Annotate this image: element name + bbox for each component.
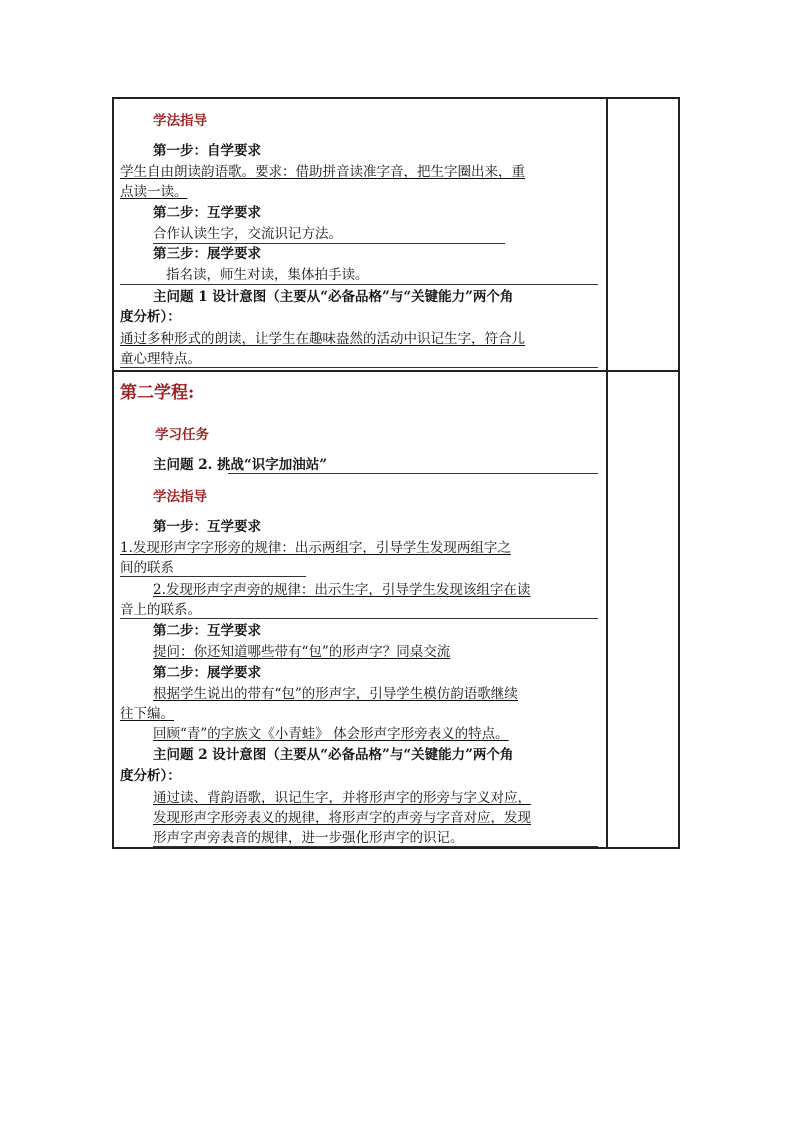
underline-rule — [120, 284, 598, 285]
section2-step1-item2b: 音上的联系。 — [120, 602, 201, 618]
section2-heading: 学法指导 — [153, 489, 207, 505]
section2-step1-item1a: 1.发现形声字字形旁的规律：出示两组字，引导学生发现两组字之 — [120, 540, 511, 556]
section2-intent-line1: 通过读、背韵语歌，识记生字，并将形声字的形旁与字义对应， — [153, 790, 531, 806]
section2-step3-title: 第二步：展学要求 — [153, 665, 261, 681]
underline-rule — [120, 367, 598, 368]
section1-step1-line2: 点读一读。 — [120, 184, 188, 200]
underline-rule — [120, 576, 306, 577]
section2-intent-line2: 发现形声字形旁表义的规律，将形声字的声旁与字音对应，发现 — [153, 810, 531, 826]
underline-rule — [228, 473, 598, 474]
section2-step3-line2: 回顾“青”的字族文《小青蛙》 体会形声字形旁表义的特点。 — [153, 726, 509, 742]
section1-step3-line1: 指名读，师生对读，集体拍手读。 — [166, 267, 369, 283]
section2-step2-title: 第二步：互学要求 — [153, 623, 261, 639]
section1-step1-line1: 学生自由朗读韵语歌。要求：借助拼音读准字音，把生字圈出来，重 — [120, 164, 525, 180]
underline-rule — [153, 846, 598, 847]
section1-intent-line1: 通过多种形式的朗读，让学生在趣味盎然的活动中识记生字，符合儿 — [120, 331, 525, 347]
section2-step1-title: 第一步：互学要求 — [153, 519, 261, 535]
underline-rule — [153, 243, 505, 244]
section1-step3-title: 第三步：展学要求 — [153, 246, 261, 262]
section2-intent-title2: 度分析）： — [120, 768, 181, 784]
underline-rule — [120, 618, 598, 619]
section2-step1-item1b: 间的联系 — [120, 560, 174, 576]
section1-intent-line2: 童心理特点。 — [120, 351, 201, 367]
section1-intent-title2: 度分析）： — [120, 309, 181, 325]
column-divider — [606, 99, 608, 847]
section2-step2-line1: 提问：你还知道哪些带有“包”的形声字？同桌交流 — [153, 644, 451, 660]
section1-heading: 学法指导 — [153, 113, 207, 129]
section1-step1-title: 第一步：自学要求 — [153, 143, 261, 159]
section2-question: 主问题 2. 挑战“识字加油站” — [153, 457, 328, 473]
section1-step2-title: 第二步：互学要求 — [153, 205, 261, 221]
section2-intent-line3: 形声字声旁表音的规律，进一步强化形声字的识记。 — [153, 830, 464, 846]
section2-title: 第二学程: — [120, 383, 195, 403]
section2-intent-title1: 主问题 2 设计意图（主要从“必备品格”与“关键能力”两个角 — [153, 747, 514, 763]
section2-step3-line1a: 根据学生说出的带有“包”的形声字，引导学生模仿韵语歌继续 — [153, 686, 518, 702]
section2-task: 学习任务 — [155, 427, 209, 443]
row-divider — [114, 370, 678, 372]
section1-intent-title1: 主问题 1 设计意图（主要从“必备品格”与“关键能力”两个角 — [153, 289, 514, 305]
section2-step1-item2a: 2.发现形声字声旁的规律：出示生字，引导学生发现该组字在读 — [153, 582, 531, 598]
section1-step2-line1: 合作认读生字，交流识记方法。 — [153, 226, 342, 242]
section2-step3-line1b: 往下编。 — [120, 706, 174, 722]
